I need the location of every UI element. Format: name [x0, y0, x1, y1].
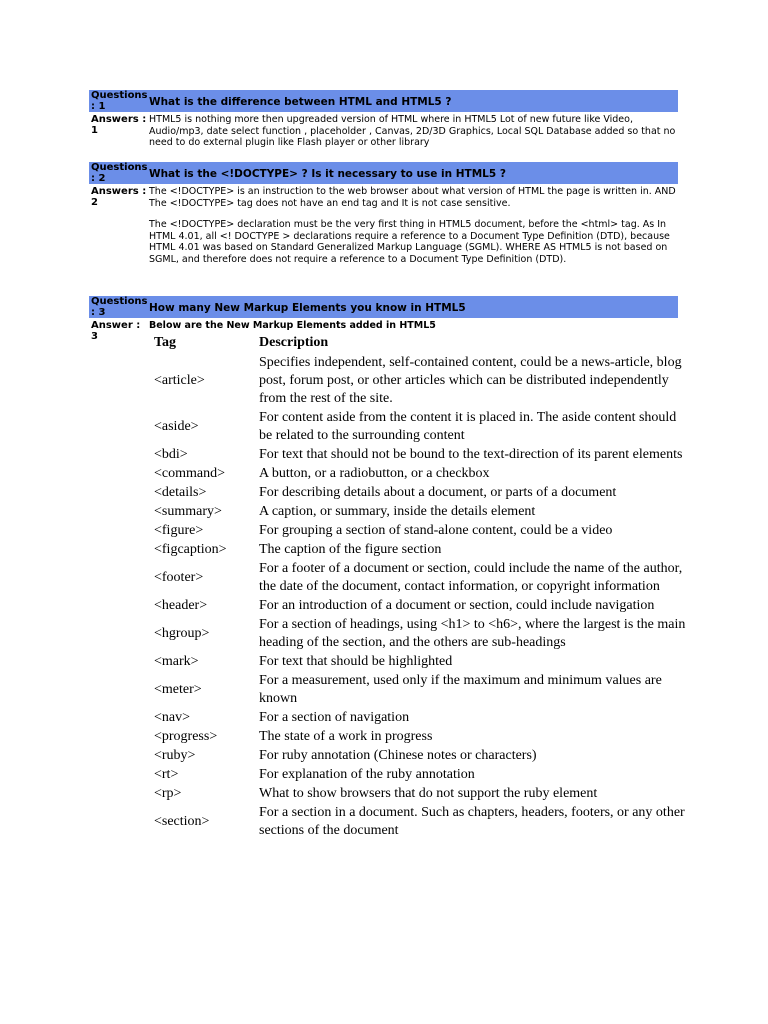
answer-label: Answer : 3 — [91, 320, 141, 342]
table-row — [148, 616, 688, 653]
description-cell: For an introduction of a document or section, could include navigation — [259, 598, 655, 613]
description-cell: For a measurement, used only if the maximum and minimum values are known — [259, 673, 662, 706]
table-row — [148, 766, 688, 785]
tag-cell: <progress> — [154, 729, 218, 744]
description-cell: For grouping a section of stand-alone content, could be a video — [259, 523, 613, 538]
table-row — [148, 804, 688, 841]
table-row — [148, 653, 688, 672]
question-row — [89, 162, 678, 184]
tag-cell: <ruby> — [154, 748, 196, 763]
question-label: Questions : 2 — [91, 162, 148, 184]
description-cell: For ruby annotation (Chinese notes or characters) — [259, 748, 537, 763]
question-text: What is the difference between HTML and HTML5 ? — [149, 96, 452, 108]
question-text: What is the <!DOCTYPE> ? Is it necessary to use in HTML5 ? — [149, 168, 506, 180]
tag-cell: <nav> — [154, 710, 191, 725]
header-tag: Tag — [154, 335, 177, 350]
question-label: Questions : 3 — [91, 296, 148, 318]
answer-paragraph: The <!DOCTYPE> is an instruction to the web browser about what version of HTML the page is written in. AND The <!DOCTYPE> tag does not have an end tag and It is not case sensitive. — [149, 186, 676, 209]
tag-cell: <mark> — [154, 654, 199, 669]
answer-row — [89, 114, 678, 149]
tag-cell: <rt> — [154, 767, 179, 782]
description-cell: For a section of navigation — [259, 710, 410, 725]
tag-cell: <figcaption> — [154, 542, 227, 557]
answer-intro: Below are the New Markup Elements added in HTML5 — [149, 320, 436, 331]
description-cell: For a section in a document. Such as chapters, headers, footers, or any other sections of the document — [259, 805, 685, 838]
answer-label: Answers : 1 — [91, 114, 147, 136]
tag-cell: <summary> — [154, 504, 222, 519]
answer-paragraph: HTML5 is nothing more then upgreaded version of HTML where in HTML5 Lot of new future like Video, Audio/mp3, date select function , placeholder , Canvas, 2D/3D Graphics, Local SQL Database added so that no need to do external plugin like Flash player or other library — [149, 114, 676, 148]
question-row — [89, 90, 678, 112]
table-row — [148, 354, 688, 409]
tag-cell: <command> — [154, 466, 225, 481]
tag-cell: <hgroup> — [154, 626, 210, 641]
answer-row — [89, 186, 678, 265]
description-cell: A caption, or summary, inside the details element — [259, 504, 536, 519]
new-elements-table — [148, 334, 688, 841]
table-row — [148, 560, 688, 597]
tag-cell: <footer> — [154, 570, 204, 585]
qa-block-1 — [89, 90, 678, 149]
table-row — [148, 484, 688, 503]
table-row — [148, 465, 688, 484]
description-cell: The state of a work in progress — [259, 729, 433, 744]
table-row — [148, 446, 688, 465]
tag-cell: <meter> — [154, 682, 202, 697]
tag-cell: <section> — [154, 814, 210, 829]
description-cell: Specifies independent, self-contained content, could be a news-article, blog post, forum post, or other articles which can be distributed independently from the rest of the site. — [259, 355, 682, 406]
table-row — [148, 522, 688, 541]
description-cell: For explanation of the ruby annotation — [259, 767, 475, 782]
description-cell: For content aside from the content it is placed in. The aside content should be related to the surrounding content — [259, 410, 677, 443]
description-cell: For describing details about a document, or parts of a document — [259, 485, 617, 500]
table-row — [148, 728, 688, 747]
qa-block-2 — [89, 162, 678, 265]
description-cell: For text that should not be bound to the text-direction of its parent elements — [259, 447, 683, 462]
description-cell: What to show browsers that do not support the ruby element — [259, 786, 598, 801]
answer-text — [149, 186, 678, 265]
description-cell: For a footer of a document or section, could include the name of the author, the date of the document, contact information, or copyright information — [259, 561, 683, 594]
table-row — [148, 709, 688, 728]
table-row — [148, 503, 688, 522]
tag-cell: <article> — [154, 373, 205, 388]
description-cell: The caption of the figure section — [259, 542, 442, 557]
table-row — [148, 541, 688, 560]
question-label: Questions : 1 — [91, 90, 148, 112]
description-cell: A button, or a radiobutton, or a checkbox — [259, 466, 490, 481]
table-row — [148, 597, 688, 616]
tag-cell: <aside> — [154, 419, 199, 434]
answer-text — [149, 114, 678, 149]
table-row — [148, 785, 688, 804]
tag-cell: <rp> — [154, 786, 182, 801]
answer-label: Answers : 2 — [91, 186, 147, 208]
table-header-row — [148, 334, 688, 354]
table-row — [148, 747, 688, 766]
description-cell: For a section of headings, using <h1> to <h6>, where the largest is the main heading of the section, and the others are sub-headings — [259, 617, 686, 650]
answer-paragraph: The <!DOCTYPE> declaration must be the very first thing in HTML5 document, before the <html> tag. As In HTML 4.01, all <! DOCTYPE > declarations require a reference to a Document Type Definition (DTD), because HTML 4.01 was based on Standard Generalized Markup Language (SGML). WHERE AS HTML5 is not based on SGML, and therefore does not require a reference to a Document Type Definition (DTD). — [149, 219, 670, 265]
question-row — [89, 296, 678, 318]
tag-cell: <figure> — [154, 523, 204, 538]
table-row — [148, 409, 688, 446]
tag-cell: <header> — [154, 598, 208, 613]
tag-cell: <bdi> — [154, 447, 188, 462]
tag-cell: <details> — [154, 485, 207, 500]
description-cell: For text that should be highlighted — [259, 654, 453, 669]
question-text: How many New Markup Elements you know in HTML5 — [149, 302, 466, 314]
table-row — [148, 672, 688, 709]
header-description: Description — [259, 335, 329, 350]
